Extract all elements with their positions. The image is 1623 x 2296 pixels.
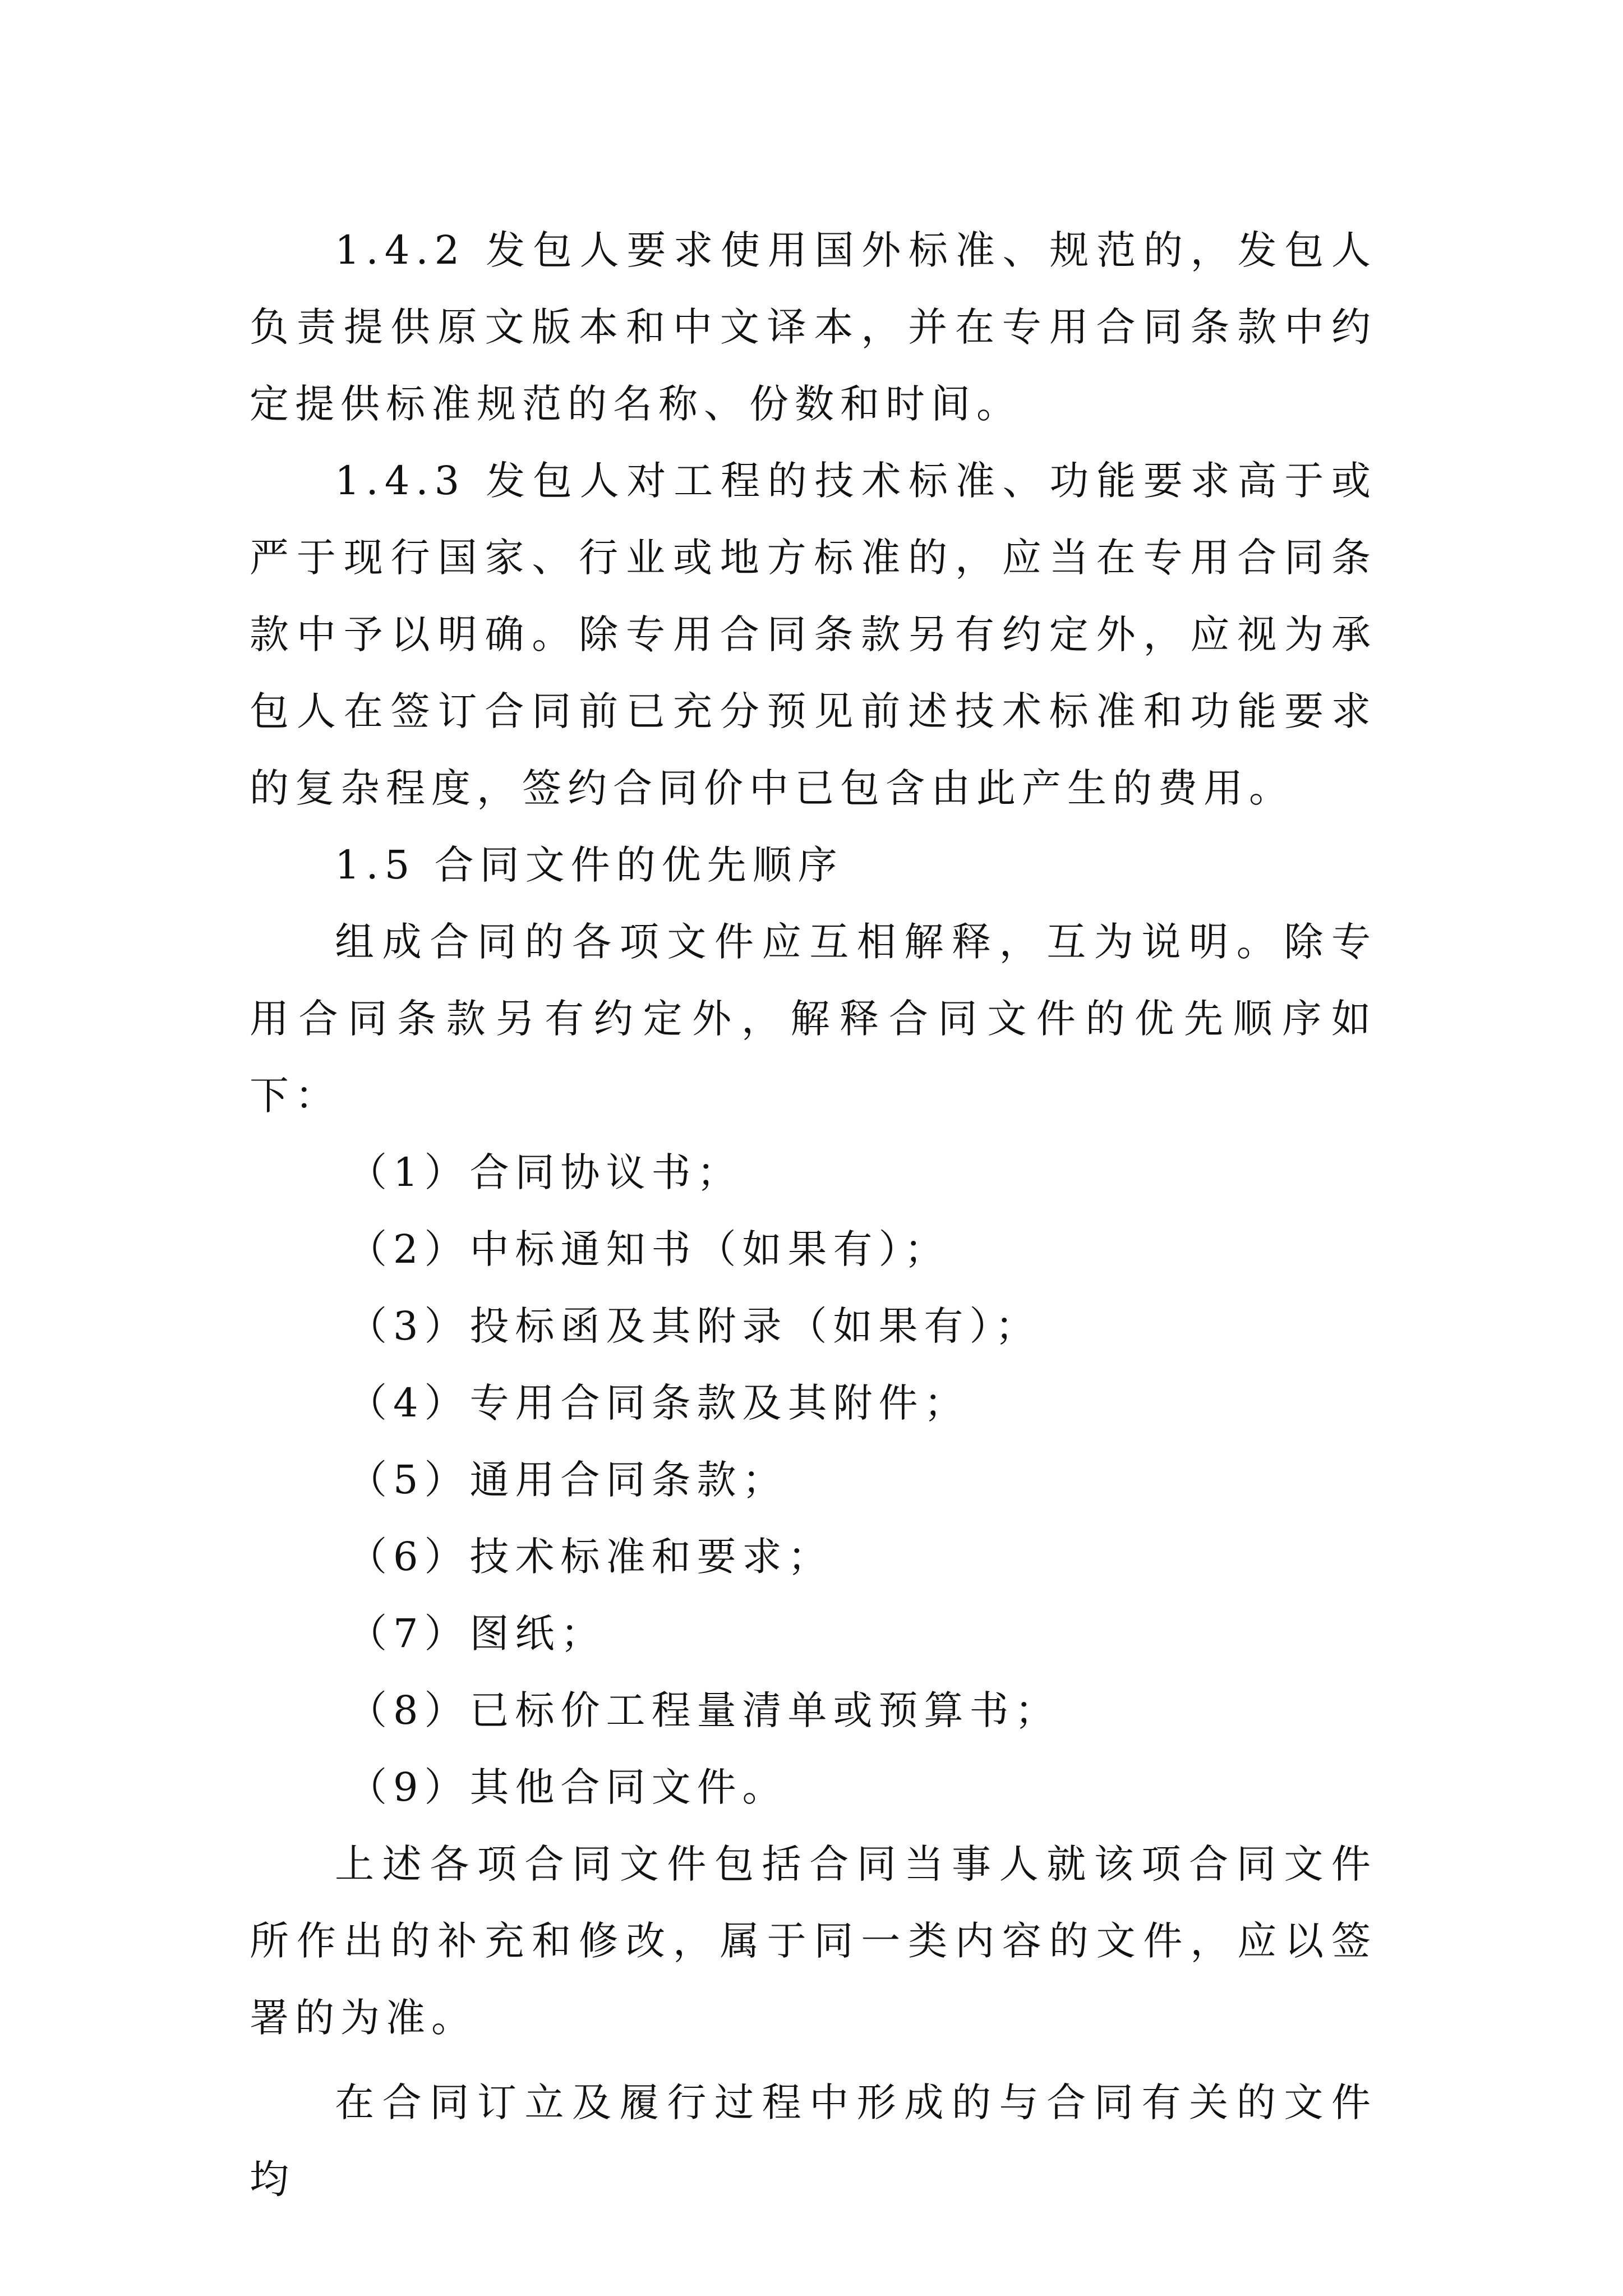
list-item: （6）技术标准和要求； bbox=[348, 1534, 833, 1580]
list-item: （2）中标通知书（如果有）； bbox=[348, 1226, 950, 1272]
list-item: （7）图纸； bbox=[348, 1611, 606, 1657]
trailing-paragraph: 在合同订立及履行过程中形成的与合同有关的文件均 bbox=[250, 2079, 1377, 2202]
clause-1-4-2: 1.4.2 发包人要求使用国外标准、规范的，发包人负责提供原文版本和中文译本，并在专用合同条款中约定提供标准规范的名称、份数和时间。 bbox=[250, 227, 1377, 427]
list-item: （3）投标函及其附录（如果有）； bbox=[348, 1303, 1041, 1349]
priority-intro-paragraph: 组成合同的各项文件应互相解释，互为说明。除专用合同条款另有约定外，解释合同文件的优先顺序如下： bbox=[250, 919, 1377, 1119]
list-item: （4）专用合同条款及其附件； bbox=[348, 1380, 970, 1426]
supplement-paragraph: 上述各项合同文件包括合同当事人就该项合同文件所作出的补充和修改，属于同一类内容的文件，应以签署的为准。 bbox=[250, 1841, 1377, 2041]
priority-list bbox=[250, 1134, 1377, 1826]
list-item: （5）通用合同条款； bbox=[348, 1457, 788, 1503]
document-body bbox=[250, 212, 1377, 2218]
section-heading-1-5: 1.5 合同文件的优先顺序 bbox=[335, 842, 843, 888]
list-item: （8）已标价工程量清单或预算书； bbox=[348, 1687, 1061, 1733]
list-item: （1）合同协议书； bbox=[348, 1149, 743, 1195]
paragraph-gap bbox=[250, 2056, 1377, 2064]
list-item: （9）其他合同文件。 bbox=[348, 1764, 788, 1810]
clause-1-4-3: 1.4.3 发包人对工程的技术标准、功能要求高于或严于现行国家、行业或地方标准的，应当在专用合同条款中予以明确。除专用合同条款另有约定外，应视为承包人在签订合同前已充分预见前述技术标准和功能要求的复杂程度，签约合同价中已包含由此产生的费用。 bbox=[250, 458, 1377, 811]
